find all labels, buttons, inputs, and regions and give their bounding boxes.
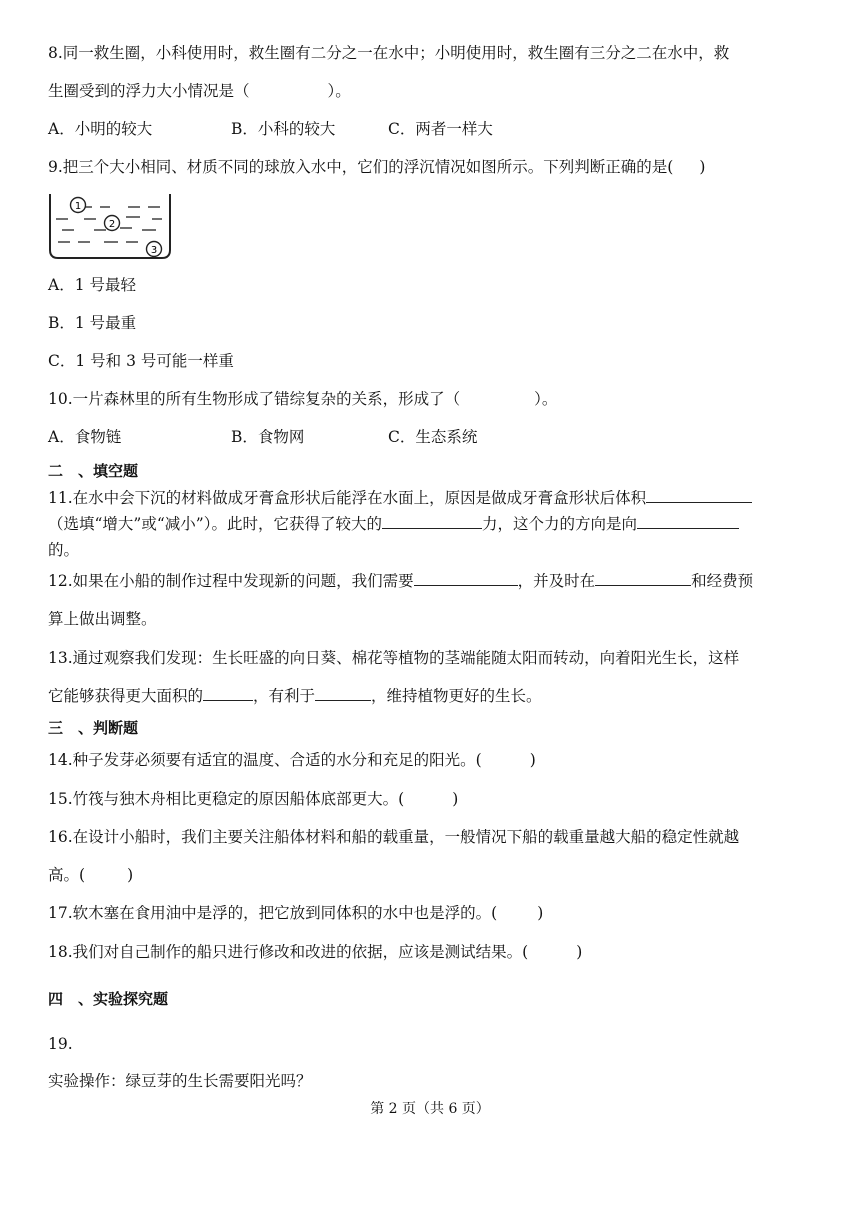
q9-stem-end: ): [699, 158, 706, 176]
q11-text-2: （选填“增大”或“减小”）。此时，它获得了较大的: [48, 515, 382, 533]
q12-text-3: 和经费预: [691, 572, 754, 590]
q11-blank-1[interactable]: [646, 488, 752, 503]
q11-line3: 的。: [48, 541, 80, 559]
ball-2-label: 2: [108, 219, 116, 230]
q16-line1: 16.在设计小船时，我们主要关注船体材料和船的载重量，一般情况下船的载重量越大船的稳定性就越: [48, 828, 740, 846]
q12-text-1: 12.如果在小船的制作过程中发现新的问题，我们需要: [48, 572, 414, 590]
q19-number: 19.: [48, 1035, 73, 1053]
q9-stem: [48, 156, 705, 178]
q11-blank-3[interactable]: [637, 514, 739, 529]
section-experiment-heading: 四 、实验探究题: [48, 990, 169, 1008]
q15: [48, 788, 458, 810]
q9-stem-text: 9.把三个大小相同、材质不同的球放入水中，它们的浮沉情况如图所示。下列判断正确的是(: [48, 158, 674, 176]
q12-line1: [48, 570, 753, 592]
q16-text: 高。(: [48, 866, 86, 884]
q12-text-2: ，并及时在: [517, 572, 596, 590]
q11-text-1: 11.在水中会下沉的材料做成牙膏盒形状后能浮在水面上，原因是做成牙膏盒形状后体积: [48, 489, 647, 507]
q10-stem-text: 10.一片森林里的所有生物形成了错综复杂的关系，形成了（: [48, 390, 461, 408]
q9-option-a[interactable]: A．1 号最轻: [48, 276, 136, 294]
q10-stem-end: ）。: [534, 390, 558, 408]
q18-end: ): [576, 943, 583, 961]
q11-blank-2[interactable]: [382, 514, 482, 529]
q8-stem-line1: 8.同一救生圈，小科使用时，救生圈有二分之一在水中；小明使用时，救生圈有三分之二在水中，救: [48, 44, 730, 62]
page-footer: 第 2 页（共 6 页）: [370, 1101, 490, 1117]
q8-option-b[interactable]: B．小科的较大: [231, 120, 336, 138]
q12-blank-2[interactable]: [595, 571, 691, 586]
q10-option-b[interactable]: B．食物网: [231, 428, 305, 446]
q13-text-3: ，维持植物更好的生长。: [371, 687, 542, 705]
q17-end: ): [537, 904, 544, 922]
q10-option-c[interactable]: C．生态系统: [388, 428, 478, 446]
q11-line2: [48, 513, 739, 535]
q12-line2: 算上做出调整。: [48, 610, 157, 628]
ball-1-label: 1: [74, 201, 82, 212]
q17: [48, 902, 543, 924]
q16-line2: [48, 864, 133, 886]
q19-text: 实验操作：绿豆芽的生长需要阳光吗？: [48, 1072, 312, 1090]
q13-line2: [48, 685, 542, 707]
section-judgment-heading: 三 、判断题: [48, 719, 139, 737]
q14: [48, 749, 536, 771]
q9-figure-beaker: [48, 192, 172, 260]
q13-blank-1[interactable]: [203, 686, 253, 701]
q10-stem: [48, 388, 557, 410]
q14-text: 14.种子发芽必须要有适宜的温度、合适的水分和充足的阳光。(: [48, 751, 482, 769]
q8-option-a[interactable]: A．小明的较大: [48, 120, 153, 138]
q8-stem-line2: [48, 80, 351, 102]
ball-3-label: 3: [150, 245, 158, 256]
q9-option-b[interactable]: B．1 号最重: [48, 314, 137, 332]
q18-text: 18.我们对自己制作的船只进行修改和改进的依据，应该是测试结果。(: [48, 943, 529, 961]
q12-blank-1[interactable]: [414, 571, 518, 586]
q15-text: 15.竹筏与独木舟相比更稳定的原因船体底部更大。(: [48, 790, 405, 808]
q13-blank-2[interactable]: [315, 686, 371, 701]
q8-stem-end: ）。: [327, 82, 351, 100]
q11-line1: [48, 487, 752, 509]
q18: [48, 941, 582, 963]
q14-end: ): [529, 751, 536, 769]
q10-option-a[interactable]: A．食物链: [48, 428, 122, 446]
q15-end: ): [452, 790, 459, 808]
q16-end: ): [127, 866, 134, 884]
q13-text-1: 它能够获得更大面积的: [48, 687, 204, 705]
q8-option-c[interactable]: C．两者一样大: [388, 120, 493, 138]
section-fill-in-heading: 二 、填空题: [48, 462, 139, 480]
q13-text-2: ，有利于: [253, 687, 316, 705]
q13-line1: 13.通过观察我们发现：生长旺盛的向日葵、棉花等植物的茎端能随太阳而转动，向着阳光生长，这样: [48, 649, 740, 667]
q9-option-c[interactable]: C．1 号和 3 号可能一样重: [48, 352, 234, 370]
q11-text-3: 力，这个力的方向是向: [481, 515, 637, 533]
q17-text: 17.软木塞在食用油中是浮的，把它放到同体积的水中也是浮的。(: [48, 904, 498, 922]
q8-stem-text: 生圈受到的浮力大小情况是（: [48, 82, 250, 100]
